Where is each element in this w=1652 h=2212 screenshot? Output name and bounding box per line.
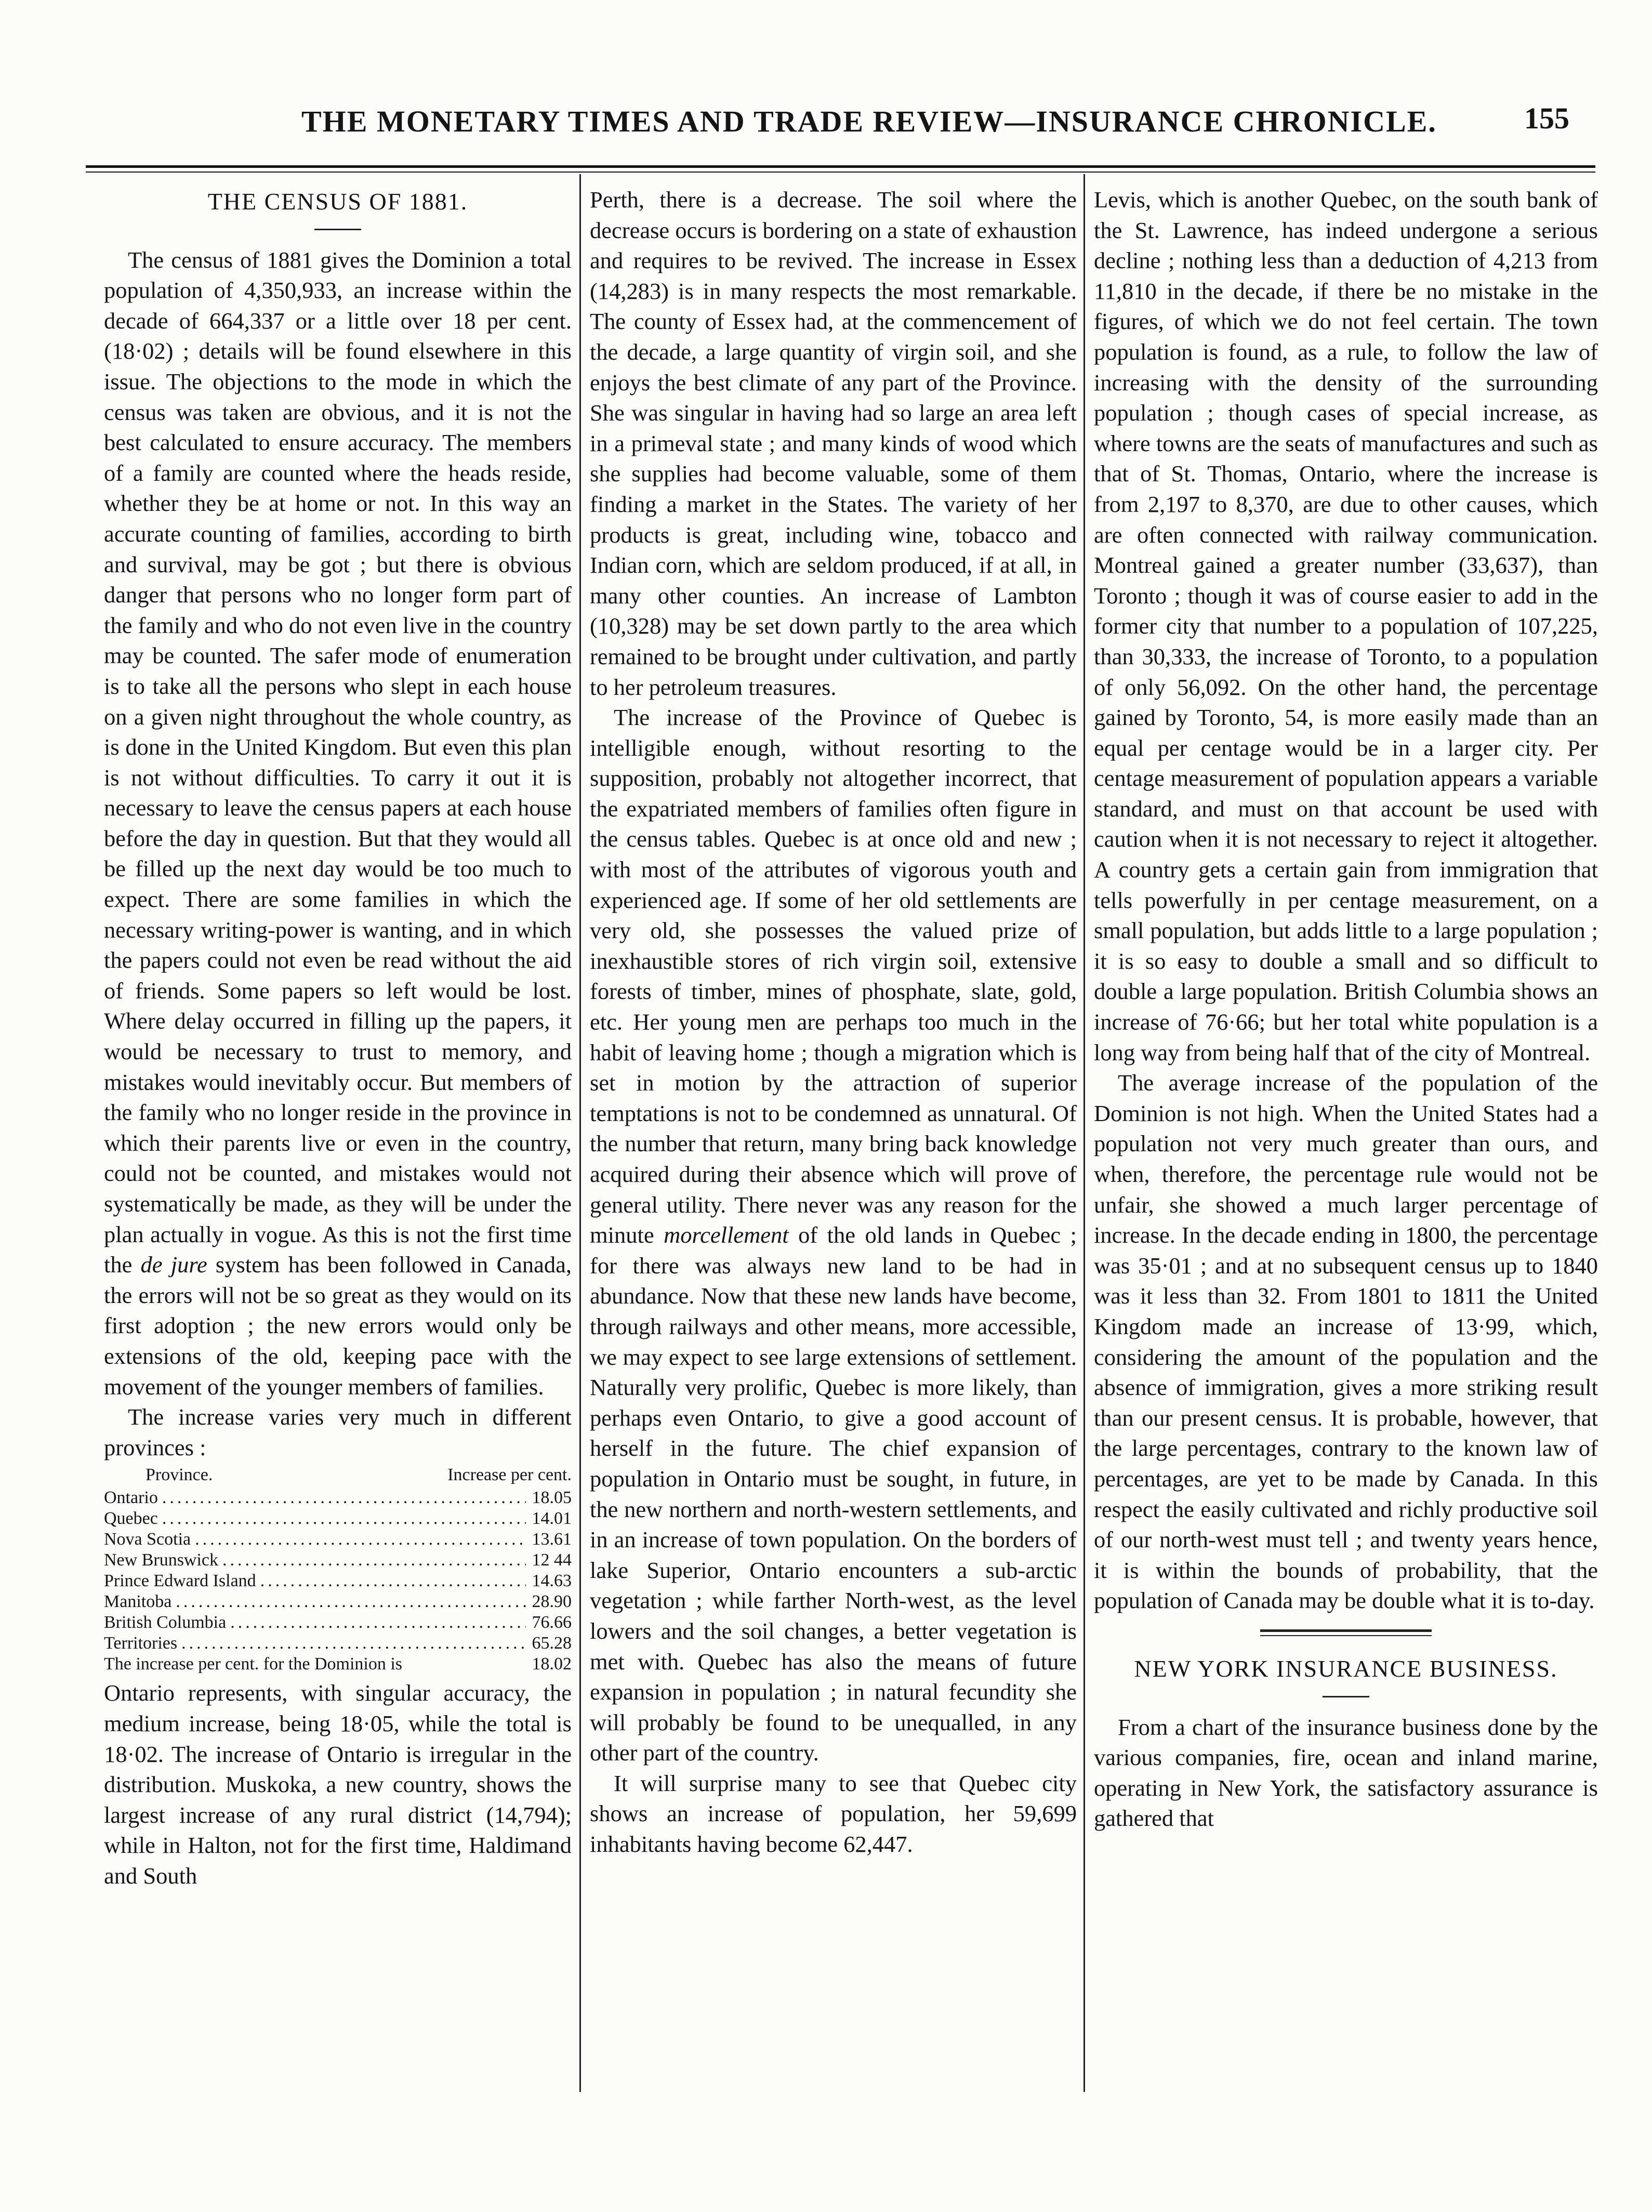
table-row: British Columbia ..... 76.66 (104, 1612, 572, 1633)
table-row: Quebec ..... 14.01 (104, 1508, 572, 1529)
table-header (104, 1465, 572, 1485)
article-heading: THE CENSUS OF 1881. (207, 188, 468, 215)
table-total-row: The increase per cent. for the Dominion is 18.02 (104, 1654, 572, 1674)
column-header-increase: Increase per cent. (447, 1465, 572, 1485)
page-number: 155 (1524, 101, 1569, 135)
column-2 (590, 185, 1077, 1860)
paragraph: Levis, which is another Quebec, on the south bank of the St. Lawrence, has indeed undergone a serious decline ; nothing less than a deduction of 4,213 from 11,810 in the decade, if there be no mistake in the figures, of which we do not feel certain. The town population is found, as a rule, to follow the law of increasing with the density of the surrounding population ; though cases of special increase, as where towns are the seats of manufactures and such as that of St. Thomas, Ontario, where the increase is from 2,197 to 8,370, are due to other causes, which are often connected with railway communication. Montreal gained a greater number (33,637), than Toronto ; though it was of course easier to add in the former city that number to a population of 107,225, than 30,333, the increase of Toronto, to a population of only 56,092. On the other hand, the percentage gained by Toronto, 54, is more easily made than an equal per centage would be in a larger city. Per centage measurement of population appears a variable standard, and must on that account be used with caution when it is not necessary to reject it altogether. A country gets a certain gain from immigration that tells powerfully in per centage measurement, on a small population, but adds little to a large population ; it is so easy to double a small and so difficult to double a large population. British Columbia shows an increase of 76·66; but her total white population is a long way from being half that of the city of Montreal. (1094, 187, 1598, 1065)
heading-rule (314, 229, 361, 230)
paragraph: From a chart of the insurance business done by the various companies, fire, ocean and inland marine, operating in New York, the satisfactory assurance is gathered that (1094, 1714, 1598, 1832)
column-divider (579, 174, 581, 2092)
header-rule (86, 165, 1595, 173)
paragraph: The increase of the Province of Quebec is intelligible enough, without resorting to the supposition, probably not altogether incorrect, that the expatriated members of families often figure in the census tables. Quebec is at once old and new ; with most of the attributes of vigorous youth and experienced age. If some of her old settlements are very old, she possesses the valued prize of inexhaustible stores of rich virgin soil, extensive forests of timber, mines of phosphate, slate, gold, etc. Her young men are perhaps too much in the habit of leaving home ; though a migration which is set in motion by the attraction of superior temptations is not to be condemned as unnatural. Of the number that return, many bring back knowledge acquired during their absence which will prove of general utility. There never was any reason for the minute morcellement of the old lands in Quebec ; for there was always new land to be had in abundance. Now that these new lands have become, through railways and other means, more accessible, we may expect to see large extensions of settlement. Naturally very prolific, Quebec is more likely, than perhaps even Ontario, to give a good account of herself in the future. The chief expansion of population in Ontario must be sought, in future, in the new northern and north-western settlements, and in an increase of town population. On the borders of lake Superior, Ontario encounters a sub-arctic vegetation ; while farther North-west, as the level lowers and the soil changes, a better vegetation is met with. Quebec has also the means of future expansion in population ; in natural fecundity she will probably be found to be unequalled, in any other part of the country. (590, 704, 1077, 1766)
paragraph: Perth, there is a decrease. The soil where the decrease occurs is bordering on a state of exhaustion and requires to be revived. The increase in Essex (14,283) is in many respects the most remarkable. The county of Essex had, at the commencement of the decade, a large quantity of virgin soil, and she enjoys the best climate of any part of the Province. She was singular in having had so large an area left in a primeval state ; and many kinds of wood which she supplies had become valuable, some of them finding a market in the States. The variety of her products is great, including wine, tobacco and Indian corn, which are seldom produced, if at all, in many other counties. An increase of Lambton (10,328) may be set down partly to the area which remained to be brought under cultivation, and partly to her petroleum treasures. (590, 187, 1077, 700)
section-rule (1260, 1629, 1432, 1636)
column-divider (1083, 174, 1085, 2092)
table-row: Territories ..... 65.28 (104, 1633, 572, 1654)
table-row: Manitoba ..... 28.90 (104, 1591, 572, 1612)
masthead (83, 101, 1601, 151)
column-header-province: Province. (146, 1465, 213, 1485)
table-row: New Brunswick ..... 12 44 (104, 1550, 572, 1571)
column-1 (104, 185, 572, 1891)
table-row: Nova Scotia ..... 13.61 (104, 1529, 572, 1550)
column-3 (1094, 185, 1598, 1834)
province-increase-table (104, 1465, 572, 1675)
paragraph: The average increase of the population of the Dominion is not high. When the United States had a population not very much greater than ours, and when, therefore, the percentage rule would not be unfair, she showed a much larger percentage of increase. In the decade ending in 1800, the percentage was 35·01 ; and at no subsequent census up to 1840 was it less than 32. From 1801 to 1811 the United Kingdom made an increase of 13·99, which, considering the amount of the population and the absence of immigration, gives a more striking result than our present census. It is probable, however, that the large percentages, contrary to the known law of percentages, are yet to be made by Canada. In this respect the easily cultivated and richly productive soil of our north-west must tell ; and twenty years hence, it is within the bounds of probability, that the population of Canada may be double what it is to-day. (1094, 1070, 1598, 1614)
paragraph: The increase varies very much in different provinces : (104, 1404, 572, 1460)
table-row: Prince Edward Island ..... 14.63 (104, 1571, 572, 1591)
heading-rule (1323, 1696, 1369, 1697)
article-heading: NEW YORK INSURANCE BUSINESS. (1134, 1655, 1558, 1682)
paragraph: It will surprise many to see that Quebec city shows an increase of population, her 59,699 inhabitants having become 62,447. (590, 1770, 1077, 1858)
table-row: Ontario ..... 18.05 (104, 1487, 572, 1508)
paragraph: Ontario represents, with singular accuracy, the medium increase, being 18·05, while the total is 18·02. The increase of Ontario is irregular in the distribution. Muskoka, a new country, shows the largest increase of any rural district (14,794); while in Halton, not for the first time, Haldimand and South (104, 1680, 572, 1889)
publication-title: THE MONETARY TIMES AND TRADE REVIEW—INSURANCE CHRONICLE. (301, 104, 1437, 138)
paragraph: The census of 1881 gives the Dominion a total population of 4,350,933, an increase within the decade of 664,337 or a little over 18 per cent. (18·02) ; details will be found elsewhere in this issue. The objections to the mode in which the census was taken are obvious, and it is not the best calculated to ensure accuracy. The members of a family are counted where the heads reside, whether they be at home or not. In this way an accurate counting of families, according to birth and survival, may be got ; but there is obvious danger that persons who no longer form part of the family and who do not even live in the country may be counted. The safer mode of enumeration is to take all the persons who slept in each house on a given night throughout the whole country, as is done in the United Kingdom. But even this plan is not without difficulties. To carry it out it is necessary to leave the census papers at each house before the day in question. But that they would all be filled up the next day would be too much to expect. There are some families in which the necessary writing-power is wanting, and in which the papers could not even be read without the aid of friends. Some papers so left would be lost. Where delay occurred in filling up the papers, it would be necessary to trust to memory, and mistakes would inevitably occur. But members of the family who no longer reside in the province in which their parents live or even in the country, could not be counted, and mistakes would not systematically be made, as they will be under the plan actually in vogue. As this is not the first time the de jure system has been followed in Canada, the errors will not be so great as they would on its first adoption ; the new errors would only be extensions of the old, keeping pace with the movement of the younger members of families. (104, 246, 572, 1400)
